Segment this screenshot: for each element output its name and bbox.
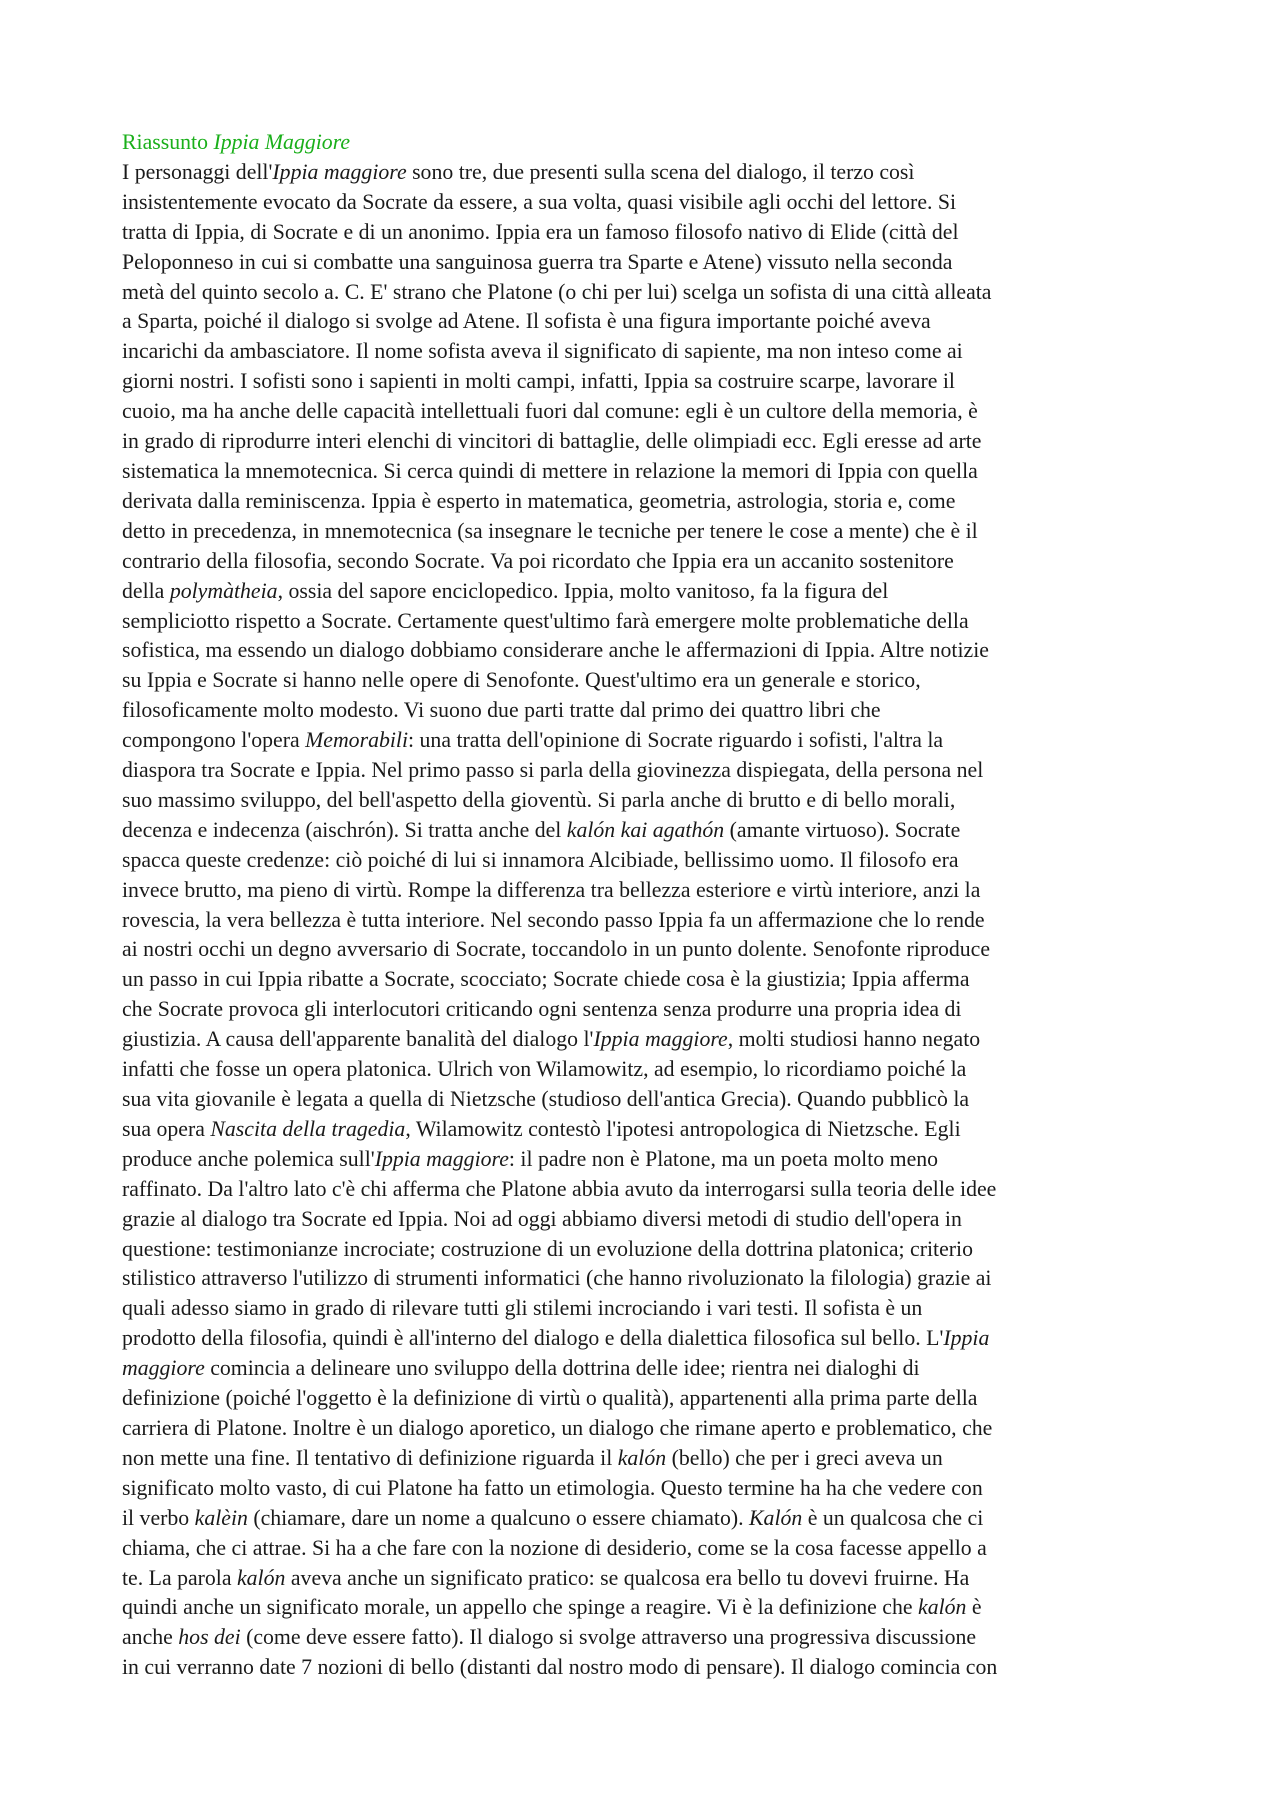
text-run: un passo in cui Ippia ribatte a Socrate, scocciato; Socrate chiede cosa è la giustizia; Ippia afferma — [122, 967, 970, 992]
text-run: I personaggi dell' — [122, 159, 273, 184]
italic-term: kalón — [617, 1445, 667, 1470]
text-run: sua opera — [122, 1116, 211, 1141]
text-run: incarichi da ambasciatore. Il nome sofista aveva il significato di sapiente, ma non inteso come ai — [122, 339, 963, 364]
text-line — [122, 1534, 1170, 1564]
text-run: rovescia, la vera bellezza è tutta interiore. Nel secondo passo Ippia fa un affermazione che lo rende — [122, 907, 985, 932]
text-line — [122, 906, 1170, 936]
text-line — [122, 307, 1170, 337]
text-run: compongono l'opera — [122, 728, 306, 753]
text-run: sua vita giovanile è legata a quella di Nietzsche (studioso dell'antica Grecia). Quando pubblicò la — [122, 1087, 970, 1111]
text-line — [122, 427, 1170, 457]
text-run: , molti studiosi hanno negato — [727, 1027, 981, 1052]
text-line — [122, 1025, 1170, 1055]
text-run: cuoio, ma ha anche delle capacità intellettuali fuori dal comune: egli è un cultore della memoria, è — [122, 399, 978, 424]
text-line — [122, 1145, 1170, 1175]
text-run: in cui verranno date 7 nozioni di bello (distanti dal nostro modo di pensare). Il dialogo comincia con — [122, 1655, 998, 1680]
text-run: non mette una fine. Il tentativo di definizione riguarda il — [122, 1445, 618, 1470]
text-line — [122, 965, 1170, 995]
text-run: , Wilamowitz contestò l'ipotesi antropologica di Nietzsche. Egli — [405, 1116, 961, 1141]
text-run: , ossia del sapore enciclopedico. Ippia, molto vanitoso, fa la figura del — [277, 578, 889, 603]
text-line — [122, 846, 1170, 876]
text-line — [122, 517, 1170, 547]
text-run: (bello) che per i greci aveva un — [666, 1445, 943, 1470]
text-run: (amante virtuoso). Socrate — [724, 817, 961, 842]
italic-term: polymàtheia — [169, 578, 278, 603]
text-run: raffinato. Da l'altro lato c'è chi afferma che Platone abbia avuto da interrogarsi sulla teoria delle idee — [122, 1176, 997, 1201]
text-line — [122, 218, 1170, 248]
text-run: questione: testimonianze incrociate; costruzione di un evoluzione della dottrina platonica; criterio — [122, 1236, 973, 1261]
italic-term: Nascita della tragedia — [210, 1116, 406, 1141]
text-run: tratta di Ippia, di Socrate e di un anonimo. Ippia era un famoso filosofo nativo di Elide (città del — [122, 219, 959, 244]
text-line — [122, 696, 1170, 726]
text-line — [122, 248, 1170, 278]
text-line — [122, 1653, 1170, 1683]
text-line — [122, 995, 1170, 1025]
text-run: decenza e indecenza (aischrón). Si tratta anche del — [122, 817, 567, 842]
italic-term: kalèin — [194, 1505, 248, 1530]
text-run: prodotto della filosofia, quindi è all'interno del dialogo e della dialettica filosofica sul bello. L' — [122, 1326, 944, 1351]
text-run: è — [966, 1595, 982, 1620]
text-run: ai nostri occhi un degno avversario di Socrate, toccandolo in un punto dolente. Senofonte riproduce — [122, 937, 991, 962]
text-line — [122, 1324, 1170, 1354]
text-run: invece brutto, ma pieno di virtù. Rompe la differenza tra bellezza esteriore e virtù interiore, anzi la — [122, 877, 981, 902]
text-run: stilistico attraverso l'utilizzo di strumenti informatici (che hanno rivoluzionato la filologia) grazie ai — [122, 1266, 992, 1291]
text-run: chiama, che ci attrae. Si ha a che fare con la nozione di desiderio, come se la cosa facesse appello a — [122, 1535, 987, 1560]
text-run: sistematica la mnemotecnica. Si cerca quindi di mettere in relazione la memori di Ippia con quella — [122, 458, 978, 483]
text-run: carriera di Platone. Inoltre è un dialogo aporetico, un dialogo che rimane aperto e problematico, che — [122, 1415, 993, 1440]
text-run: filosoficamente molto modesto. Vi suono due parti tratte dal primo dei quattro libri che — [122, 698, 881, 723]
text-run: definizione (poiché l'oggetto è la definizione di virtù o qualità), appartenenti alla prima parte della — [122, 1386, 978, 1411]
text-line — [122, 1085, 1170, 1115]
document-body — [122, 128, 1170, 1683]
text-line — [122, 786, 1170, 816]
text-run: metà del quinto secolo a. C. E' strano che Platone (o chi per lui) scelga un sofista di una città alleata — [122, 279, 992, 304]
text-line — [122, 1564, 1170, 1594]
italic-term: kalón kai agathón — [566, 817, 725, 842]
text-run: Peloponneso in cui si combatte una sanguinosa guerra tra Sparte e Atene) vissuto nella seconda — [122, 249, 953, 274]
text-line — [122, 1354, 1170, 1384]
document-title — [122, 128, 1170, 158]
italic-term: maggiore — [122, 1356, 205, 1381]
italic-term: Ippia — [943, 1326, 990, 1351]
text-line — [122, 457, 1170, 487]
text-line — [122, 337, 1170, 367]
text-line — [122, 367, 1170, 397]
text-run: della — [122, 578, 170, 603]
text-line — [122, 278, 1170, 308]
text-line — [122, 1205, 1170, 1235]
text-run: anche — [122, 1625, 179, 1650]
text-run: insistentemente evocato da Socrate da essere, a sua volta, quasi visibile agli occhi del lettore. Si — [122, 189, 957, 214]
summary-paragraph — [122, 158, 1170, 1683]
text-run: sempliciotto rispetto a Socrate. Certamente quest'ultimo farà emergere molte problematiche della — [122, 608, 969, 633]
text-line — [122, 1384, 1170, 1414]
text-run: spacca queste credenze: ciò poiché di lui si innamora Alcibiade, bellissimo uomo. Il filosofo era — [122, 847, 959, 872]
text-run: a Sparta, poiché il dialogo si svolge ad Atene. Il sofista è una figura importante poiché aveva — [122, 309, 931, 334]
italic-term: Memorabili — [305, 728, 409, 753]
italic-term: Kalón — [749, 1505, 803, 1530]
text-run: sono tre, due presenti sulla scena del dialogo, il terzo così — [406, 159, 915, 184]
text-line — [122, 607, 1170, 637]
text-line — [122, 547, 1170, 577]
text-line — [122, 1235, 1170, 1265]
italic-term: hos dei — [178, 1625, 241, 1650]
text-line — [122, 1474, 1170, 1504]
text-run: in grado di riprodurre interi elenchi di vincitori di battaglie, delle olimpiadi ecc. Egli eresse ad arte — [122, 429, 982, 454]
text-run: detto in precedenza, in mnemotecnica (sa insegnare le tecniche per tenere le cose a mente) che è il — [122, 518, 978, 543]
text-line — [122, 487, 1170, 517]
text-run: te. La parola — [122, 1565, 237, 1590]
italic-term: Ippia maggiore — [272, 159, 407, 184]
text-line — [122, 1264, 1170, 1294]
text-line — [122, 666, 1170, 696]
text-line — [122, 397, 1170, 427]
text-line — [122, 816, 1170, 846]
text-line — [122, 1623, 1170, 1653]
text-run: derivata dalla reminiscenza. Ippia è esperto in matematica, geometria, astrologia, storia e, come — [122, 488, 956, 513]
text-run: è un qualcosa che ci — [802, 1505, 984, 1530]
text-line — [122, 756, 1170, 786]
text-line — [122, 1414, 1170, 1444]
text-run: significato molto vasto, di cui Platone ha fatto un etimologia. Questo termine ha ha che vedere con — [122, 1475, 983, 1500]
text-run: quindi anche un significato morale, un appello che spinge a reagire. Vi è la definizione che — [122, 1595, 919, 1620]
text-line — [122, 1504, 1170, 1534]
text-line — [122, 935, 1170, 965]
title-prefix: Riassunto — [122, 130, 214, 154]
text-run: comincia a delineare uno sviluppo della dottrina delle idee; rientra nei dialoghi di — [204, 1356, 920, 1381]
italic-term: Ippia maggiore — [593, 1027, 728, 1052]
text-run: sofistica, ma essendo un dialogo dobbiamo considerare anche le affermazioni di Ippia. Altre notizie — [122, 638, 989, 663]
title-work: Ippia Maggiore — [213, 130, 351, 154]
text-line — [122, 188, 1170, 218]
text-run: (come deve essere fatto). Il dialogo si svolge attraverso una progressiva discussione — [240, 1625, 977, 1650]
text-run: : una tratta dell'opinione di Socrate riguardo i sofisti, l'altra la — [408, 728, 944, 753]
text-line — [122, 1175, 1170, 1205]
text-run: aveva anche un significato pratico: se qualcosa era bello tu dovevi fruirne. Ha — [285, 1565, 970, 1590]
text-line — [122, 636, 1170, 666]
text-line — [122, 158, 1170, 188]
text-line — [122, 1593, 1170, 1623]
text-run: produce anche polemica sull' — [122, 1146, 375, 1171]
text-run: che Socrate provoca gli interlocutori criticando ogni sentenza senza produrre una propria idea di — [122, 997, 962, 1022]
text-run: : il padre non è Platone, ma un poeta molto meno — [508, 1146, 939, 1171]
text-run: contrario della filosofia, secondo Socrate. Va poi ricordato che Ippia era un accanito sostenitore — [122, 548, 954, 573]
text-line — [122, 577, 1170, 607]
text-run: quali adesso siamo in grado di rilevare tutti gli stilemi incrociando i vari testi. Il sofista è un — [122, 1296, 923, 1321]
text-run: grazie al dialogo tra Socrate ed Ippia. Noi ad oggi abbiamo diversi metodi di studio dell'opera in — [122, 1206, 962, 1231]
text-run: infatti che fosse un opera platonica. Ulrich von Wilamowitz, ad esempio, lo ricordiamo poiché la — [122, 1057, 967, 1082]
text-line — [122, 1444, 1170, 1474]
text-run: (chiamare, dare un nome a qualcuno o essere chiamato). — [247, 1505, 750, 1530]
italic-term: kalón — [918, 1595, 967, 1620]
text-line — [122, 1294, 1170, 1324]
text-run: su Ippia e Socrate si hanno nelle opere di Senofonte. Quest'ultimo era un generale e storico, — [122, 668, 921, 693]
text-run: giorni nostri. I sofisti sono i sapienti in molti campi, infatti, Ippia sa costruire scarpe, lavorare il — [122, 369, 955, 394]
text-run: diaspora tra Socrate e Ippia. Nel primo passo si parla della giovinezza dispiegata, della persona nel — [122, 758, 984, 783]
italic-term: kalón — [236, 1565, 286, 1590]
text-line — [122, 726, 1170, 756]
text-run: suo massimo sviluppo, del bell'aspetto della gioventù. Si parla anche di brutto e di bello morali, — [122, 787, 956, 812]
text-run: giustizia. A causa dell'apparente banalità del dialogo l' — [122, 1027, 594, 1052]
text-line — [122, 1115, 1170, 1145]
text-run: il verbo — [122, 1505, 195, 1530]
italic-term: Ippia maggiore — [374, 1146, 509, 1171]
text-line — [122, 876, 1170, 906]
text-line — [122, 1055, 1170, 1085]
